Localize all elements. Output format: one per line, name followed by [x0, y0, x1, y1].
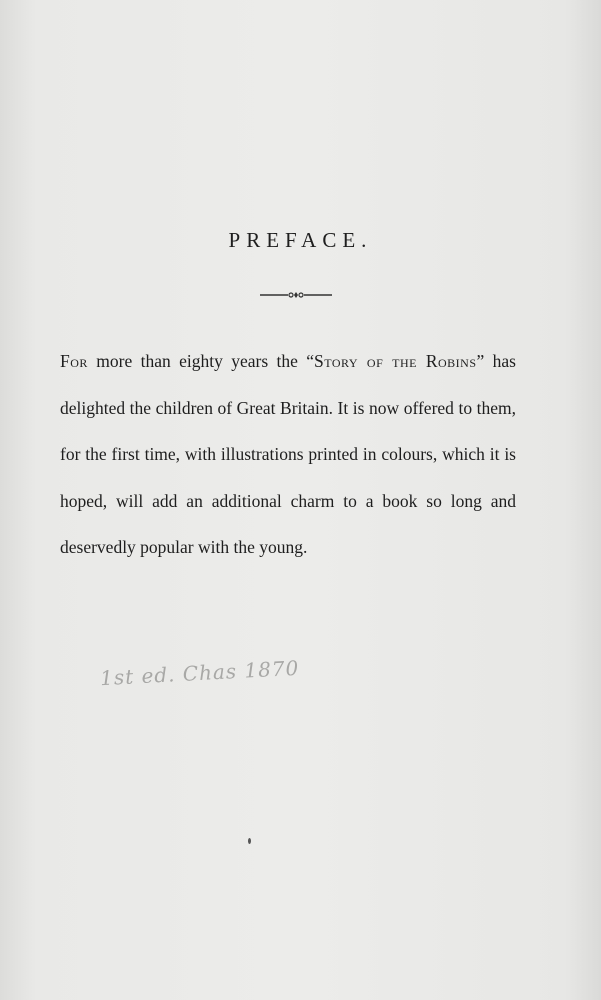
handwritten-pencil-note: 1st ed. Chas 1870	[99, 655, 300, 691]
ink-speck	[248, 838, 251, 844]
paragraph-lead: For	[60, 351, 88, 371]
page-title: PREFACE.	[228, 228, 373, 252]
preface-paragraph	[60, 338, 516, 571]
paragraph-text-1: more than eighty years the “	[96, 351, 315, 371]
book-title-smallcaps: Story of the Robins	[314, 351, 477, 371]
ornament-divider-icon	[258, 288, 334, 302]
paragraph-text-2: ” has delighted the children of Great Britain. It is now offered to them, for the first time, with illustrations printed in colours, which it is hoped, will add an additional charm to a book so long and deservedly popular with the young.	[60, 351, 516, 557]
